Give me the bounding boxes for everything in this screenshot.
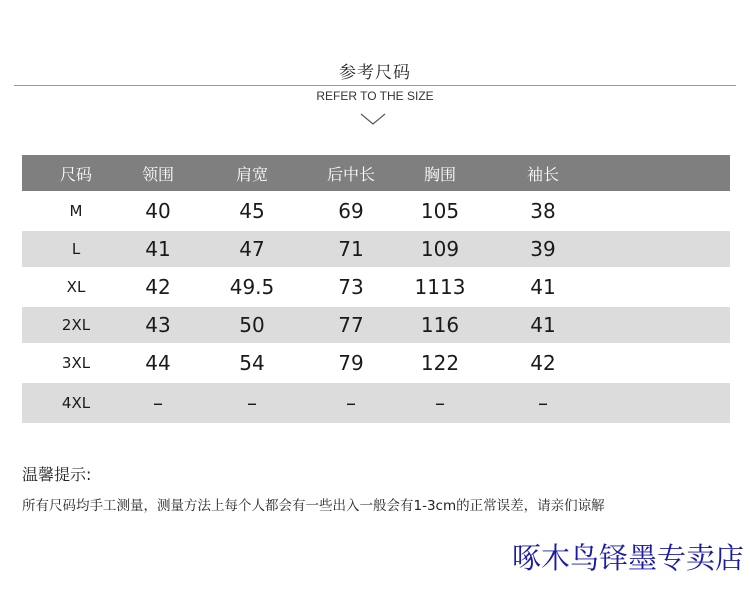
table-row [22,343,730,383]
notes-title: 温馨提示: [22,465,92,484]
shoulder-cell: 50 [239,313,265,337]
table-row [22,191,730,231]
table-row [22,383,730,423]
store-name: 啄木鸟铎墨专卖店 [511,541,744,575]
sleeve-cell: 39 [530,237,556,261]
chest-cell: 122 [420,351,460,375]
size-cell: L [71,240,81,258]
table-header-row [22,155,730,191]
chest-cell: 116 [420,313,460,337]
back-length-cell: 77 [338,313,364,337]
page-subtitle: REFER TO THE SIZE [316,89,434,103]
shoulder-cell: 54 [239,351,265,375]
shoulder-cell: – [247,391,257,415]
chest-cell: 1113 [414,275,466,299]
size-cell: 3XL [61,354,91,372]
back-length-cell: 73 [338,275,364,299]
collar-cell: 40 [145,199,171,223]
chevron-down-icon [359,112,387,126]
column-header-chest: 胸围 [423,164,456,184]
size-table [22,155,730,423]
table-row [22,231,730,267]
back-length-cell: 79 [338,351,364,375]
sleeve-cell: 41 [530,275,556,299]
shoulder-cell: 47 [239,237,265,261]
collar-cell: 41 [145,237,171,261]
sleeve-cell: – [538,391,548,415]
sleeve-cell: 38 [530,199,556,223]
back-length-cell: 69 [338,199,364,223]
table-row [22,307,730,343]
size-cell: 4XL [61,394,91,412]
size-cell: XL [66,278,86,296]
column-header-size: 尺码 [59,164,92,184]
chest-cell: 105 [420,199,460,223]
collar-cell: 43 [145,313,171,337]
collar-cell: 44 [145,351,171,375]
column-header-shoulder: 肩宽 [235,164,268,184]
back-length-cell: 71 [338,237,364,261]
column-header-sleeve: 袖长 [526,164,559,184]
size-cell: M [69,202,83,220]
collar-cell: 42 [145,275,171,299]
notes-text: 所有尺码均手工测量，测量方法上每个人都会有一些出入一般会有1-3cm的正常误差，请亲们谅解 [22,498,605,514]
chest-cell: 109 [420,237,460,261]
shoulder-cell: 49.5 [229,275,275,299]
sleeve-cell: 42 [530,351,556,375]
back-length-cell: – [346,391,356,415]
chest-cell: – [435,391,445,415]
column-header-collar: 领围 [141,164,174,184]
size-cell: 2XL [61,316,91,334]
table-row [22,267,730,307]
sleeve-cell: 41 [530,313,556,337]
collar-cell: – [153,391,163,415]
shoulder-cell: 45 [239,199,265,223]
column-header-back-length: 后中长 [326,164,375,184]
page-title: 参考尺码 [339,63,411,83]
title-divider [14,85,736,86]
